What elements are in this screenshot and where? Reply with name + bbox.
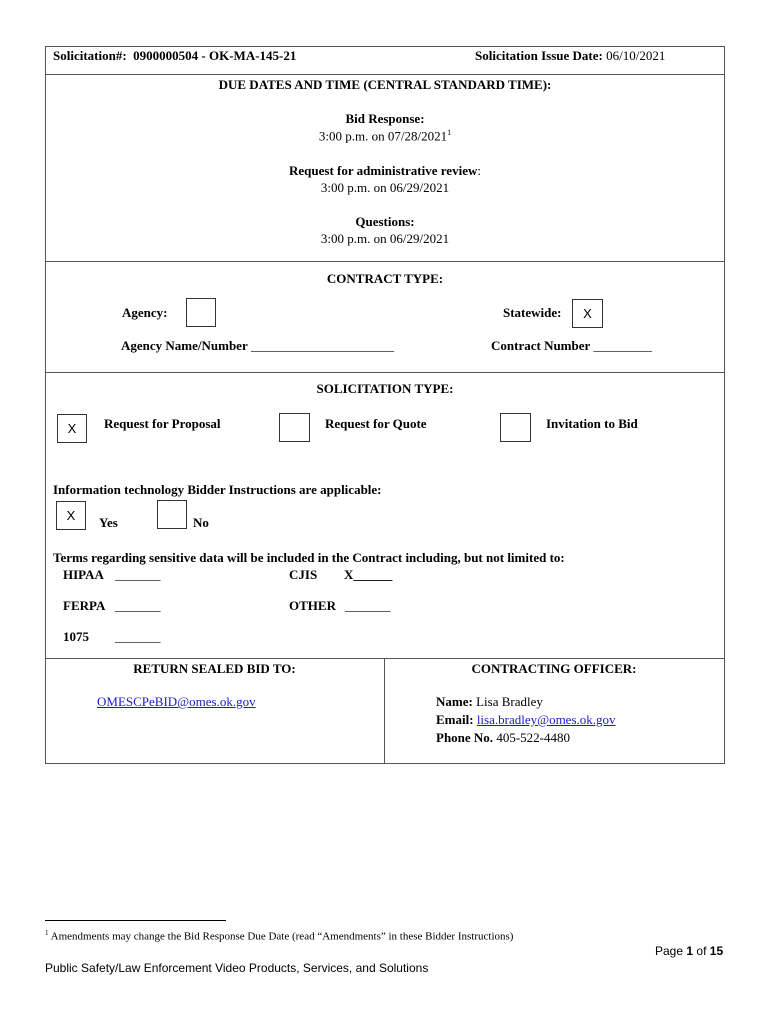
agency-label: Agency: xyxy=(122,305,168,320)
s1075-value[interactable]: _______ xyxy=(115,629,161,644)
officer-name-label: Name: xyxy=(436,694,473,709)
table-top-border xyxy=(45,46,725,47)
it-no-checkbox[interactable] xyxy=(157,500,187,529)
admin-review xyxy=(45,163,725,179)
issue-date-label: Solicitation Issue Date: xyxy=(475,48,603,63)
cjis-label: CJIS xyxy=(289,567,318,582)
table-bottom-border xyxy=(45,763,725,764)
page-number: 1 xyxy=(686,944,694,958)
rfq-checkbox[interactable] xyxy=(279,413,310,442)
questions-label: Questions: xyxy=(355,214,415,229)
officer-phone-value: 405-522-4480 xyxy=(496,730,570,745)
admin-review-label: Request for administrative review xyxy=(289,163,478,178)
other-value[interactable]: _______ xyxy=(345,598,391,613)
contract-type-heading: CONTRACT TYPE: xyxy=(326,271,444,286)
hipaa-value[interactable]: _______ xyxy=(115,567,161,582)
footnote-ref: 1 xyxy=(447,128,452,137)
rfq-label: Request for Quote xyxy=(325,416,427,431)
officer-phone-label: Phone No. xyxy=(436,730,494,745)
solicitation-number xyxy=(53,48,296,64)
document-title: Public Safety/Law Enforcement Video Products, Services, and Solutions xyxy=(45,961,429,975)
footnote-number: 1 xyxy=(45,929,49,937)
footnote-separator xyxy=(45,920,226,921)
solicitation-number-value: 0900000504 - OK-MA-145-21 xyxy=(133,48,297,63)
it-yes-label: Yes xyxy=(99,515,118,530)
officer-email-label: Email: xyxy=(436,712,474,727)
officer-name xyxy=(436,694,543,710)
statewide-label: Statewide: xyxy=(503,305,562,320)
footnote-text: Amendments may change the Bid Response Due Date (read “Amendments” in these Bidder Instructions) xyxy=(50,930,514,943)
contract-number xyxy=(491,338,652,354)
page-total: 15 xyxy=(709,944,724,958)
table-right-border xyxy=(724,46,725,764)
officer-email xyxy=(436,712,616,728)
questions-value: 3:00 p.m. on 06/29/2021 xyxy=(320,231,450,246)
divider-header xyxy=(45,74,725,75)
officer-phone xyxy=(436,730,570,746)
table-left-border xyxy=(45,46,46,764)
page-of: of xyxy=(696,944,707,958)
bid-response-date: 3:00 p.m. on 07/28/2021 xyxy=(318,128,448,144)
rfp-label: Request for Proposal xyxy=(104,416,221,431)
contracting-officer-heading: CONTRACTING OFFICER: xyxy=(471,661,637,676)
other-label: OTHER xyxy=(289,598,336,613)
agency-name-number xyxy=(121,338,394,354)
solicitation-label: Solicitation#: xyxy=(53,48,127,63)
it-no-label: No xyxy=(193,515,209,530)
issue-date xyxy=(475,48,665,64)
ferpa-value[interactable]: _______ xyxy=(115,598,161,613)
admin-review-value: 3:00 p.m. on 06/29/2021 xyxy=(320,180,450,195)
issue-date-value: 06/10/2021 xyxy=(606,48,666,63)
bid-response-label: Bid Response: xyxy=(345,111,425,126)
ferpa-label: FERPA xyxy=(63,598,106,613)
itb-label: Invitation to Bid xyxy=(546,416,638,431)
hipaa-label: HIPAA xyxy=(63,567,104,582)
due-dates-heading: DUE DATES AND TIME (CENTRAL STANDARD TIME): xyxy=(218,77,552,92)
divider-contract-type xyxy=(45,372,725,373)
officer-email-link[interactable]: lisa.bradley@omes.ok.gov xyxy=(476,712,616,727)
divider-due-dates xyxy=(45,261,725,262)
officer-name-value: Lisa Bradley xyxy=(476,694,543,709)
it-yes-checkbox[interactable]: X xyxy=(56,501,86,530)
footnote xyxy=(45,929,513,943)
rfp-checkbox[interactable]: X xyxy=(57,414,87,443)
contract-number-blank[interactable]: _________ xyxy=(593,338,653,353)
statewide-checkbox[interactable]: X xyxy=(572,299,603,328)
agency-checkbox[interactable] xyxy=(186,298,216,327)
return-bid-heading: RETURN SEALED BID TO: xyxy=(133,661,296,676)
bid-response-value xyxy=(45,128,725,144)
page-label: Page xyxy=(655,944,684,958)
agency-name-label: Agency Name/Number xyxy=(121,338,248,353)
sensitive-data-label: Terms regarding sensitive data will be included in the Contract including, but not limited to: xyxy=(53,550,565,565)
return-bid-email-row xyxy=(97,694,256,710)
divider-solicitation-type xyxy=(45,658,725,659)
it-instructions-label: Information technology Bidder Instructions are applicable: xyxy=(53,482,382,497)
contract-number-label: Contract Number xyxy=(491,338,591,353)
cjis-value[interactable]: X______ xyxy=(344,567,393,582)
itb-checkbox[interactable] xyxy=(500,413,531,442)
s1075-label: 1075 xyxy=(63,629,89,644)
return-bid-email-link[interactable]: OMESCPeBID@omes.ok.gov xyxy=(97,694,256,709)
solicitation-type-heading: SOLICITATION TYPE: xyxy=(316,381,454,396)
page-indicator xyxy=(655,944,723,958)
admin-review-colon: : xyxy=(477,163,481,178)
agency-name-blank[interactable]: ______________________ xyxy=(250,338,394,353)
